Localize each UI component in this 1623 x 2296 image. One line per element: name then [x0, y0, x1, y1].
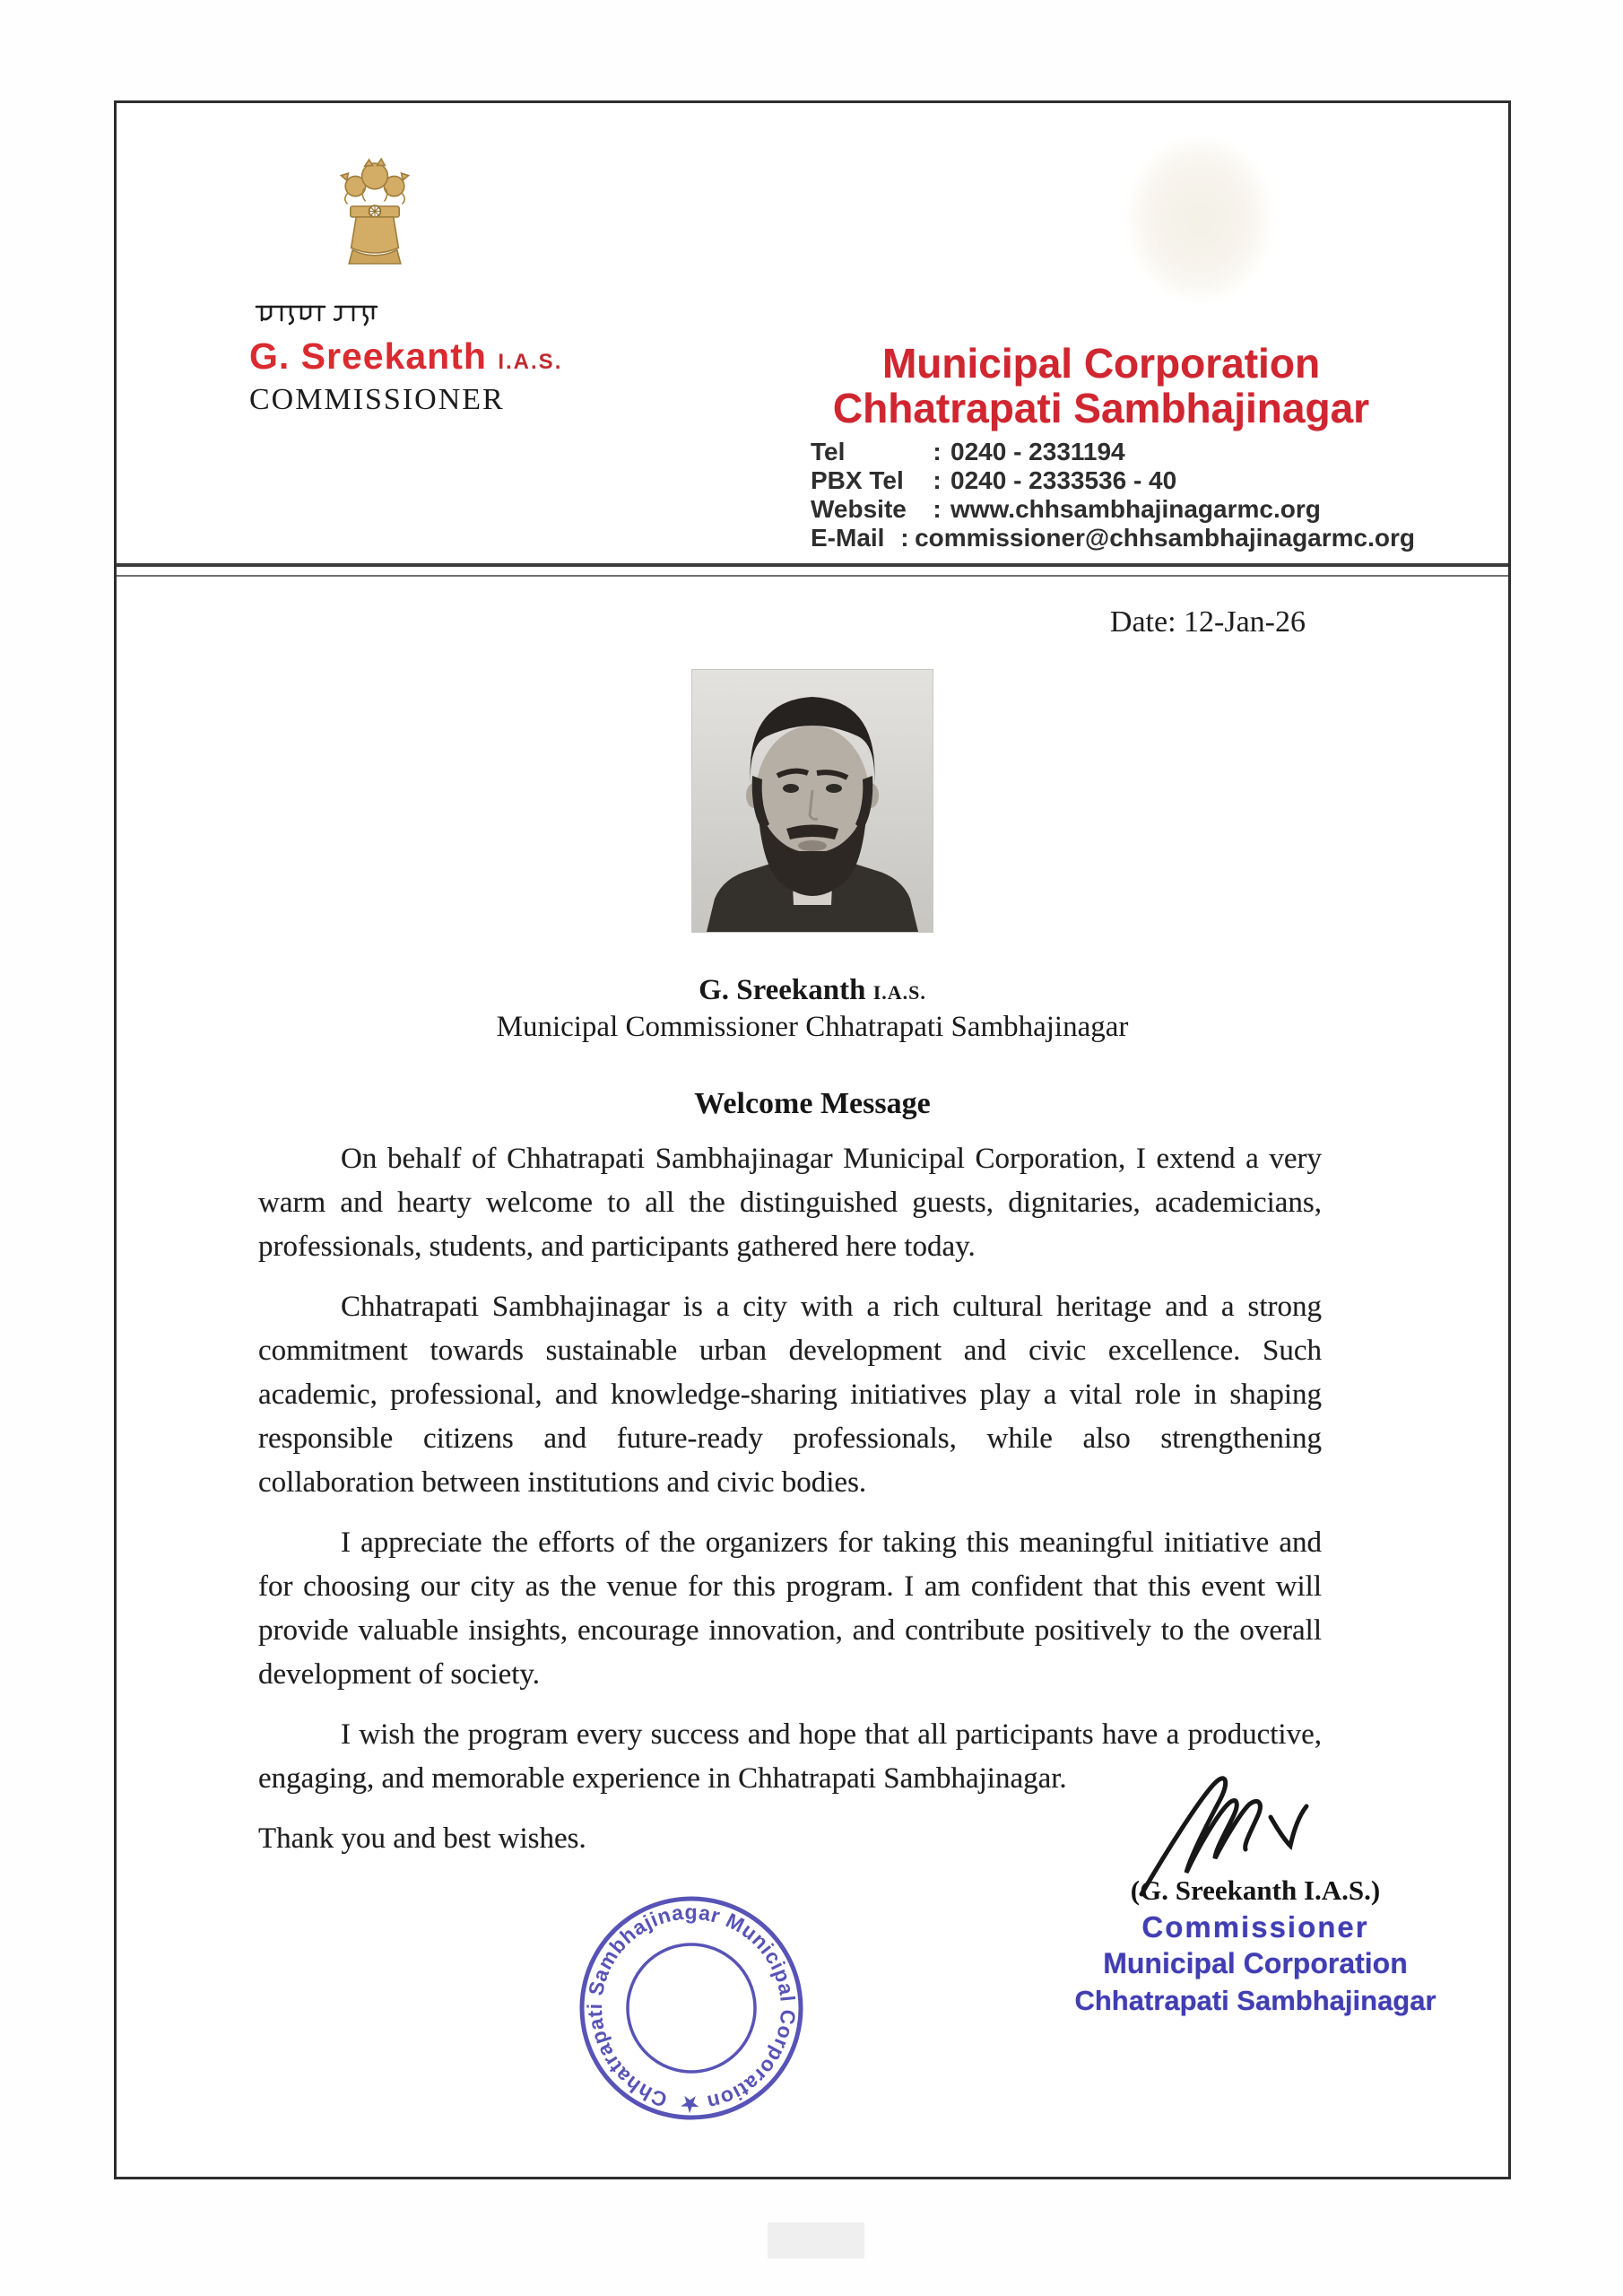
scan-smudge [768, 2222, 864, 2258]
photo-wrap [117, 670, 1508, 936]
contact-row-website [811, 495, 1415, 524]
officer-name-text: G. Sreekanth [249, 335, 487, 377]
round-office-seal [577, 1893, 806, 2123]
designation-stamp [1049, 1909, 1462, 2019]
org-line2: Chhatrapati Sambhajinagar [832, 385, 1370, 431]
officer-name [249, 335, 680, 378]
stamp-city: Chhatrapati Sambhajinagar [1074, 1985, 1436, 2016]
contact-value: 0240 - 2331194 [950, 438, 1125, 465]
date-line: Date: 12-Jan-26 [1109, 605, 1306, 639]
paragraph-2: Chhatrapati Sambhajinagar is a city with a rich cultural heritage and a strong commitment towards sustainable urban development and civic excellence. Such academic, professional, and knowledge-sharing initiatives play a vital role in shaping responsible citizens and future-ready professionals, while also strengthening collaboration between institutions and civic bodies. [258, 1291, 1322, 1499]
contact-colon: : [900, 524, 909, 552]
commissioner-portrait-photo [692, 670, 933, 932]
paragraph-3: I appreciate the efforts of the organizers for taking this meaningful initiative and for choosing our city as the venue for this program. I am confident that this event will provide valuable insights, encourage innovation, and contribute positively to the overall development of society. [258, 1526, 1322, 1691]
contact-label: Website [811, 495, 907, 523]
contact-label: E-Mail [811, 524, 885, 552]
officer-title: COMMISSIONER [249, 383, 505, 416]
letter-body [258, 1137, 1322, 1861]
contact-colon: : [933, 466, 942, 494]
org-line1: Municipal Corporation [881, 340, 1321, 387]
svg-text:Chhatrapati Sambhajinagar Muni [577, 1893, 806, 2123]
lion-capital-icon [332, 148, 418, 293]
header-divider-top [117, 563, 1508, 567]
contact-label: PBX Tel [811, 466, 904, 494]
signatory-name: (G. Sreekanth I.A.S.) [1130, 1874, 1381, 1906]
paragraph-4: I wish the program every success and hope that all participants have a productive, engaging, and memorable experience in Chhatrapati Sambhajinagar. [258, 1718, 1322, 1795]
organization-title [787, 341, 1415, 430]
letter-frame [114, 100, 1511, 2179]
letterhead-right [787, 341, 1415, 552]
caption-suffix: I.A.S. [872, 981, 926, 1004]
letter-heading: Welcome Message [694, 1087, 931, 1120]
contact-list [811, 438, 1415, 552]
letterhead [117, 103, 1508, 552]
contact-value: commissioner@chhsambhajinagarmc.org [915, 524, 1415, 552]
photo-caption-name [117, 974, 1508, 1007]
caption-name-text: G. Sreekanth [699, 974, 866, 1006]
contact-colon: : [933, 438, 942, 465]
letterhead-left [249, 148, 680, 552]
contact-row-tel [811, 438, 1415, 466]
seal-ring-text: Chhatrapati Sambhajinagar Municipal Corporation ★ [582, 1900, 801, 2117]
emblem-of-india-icon [249, 148, 500, 326]
signature-block [1049, 1874, 1462, 2019]
faded-watermark [1101, 107, 1298, 331]
closing-line: Thank you and best wishes. [258, 1822, 586, 1855]
contact-label: Tel [811, 438, 846, 465]
stamp-title: Commissioner [1141, 1910, 1369, 1944]
contact-row-email [811, 524, 1415, 552]
header-divider-bottom [117, 575, 1508, 577]
stamp-org: Municipal Corporation [1103, 1947, 1408, 1979]
contact-value: www.chhsambhajinagarmc.org [950, 495, 1321, 523]
contact-value: 0240 - 2333536 - 40 [950, 466, 1177, 494]
paragraph-1: On behalf of Chhatrapati Sambhajinagar Municipal Corporation, I extend a very warm and hearty welcome to all the distinguished guests, dignitaries, academicians, professionals, students, and participants gathered here today. [258, 1143, 1322, 1263]
officer-suffix: I.A.S. [498, 350, 563, 374]
contact-colon: : [933, 495, 942, 523]
satyameva-jayate-motto [249, 301, 384, 326]
contact-row-pbx [811, 466, 1415, 495]
photo-caption-title: Municipal Commissioner Chhatrapati Sambhajinagar [496, 1011, 1129, 1043]
